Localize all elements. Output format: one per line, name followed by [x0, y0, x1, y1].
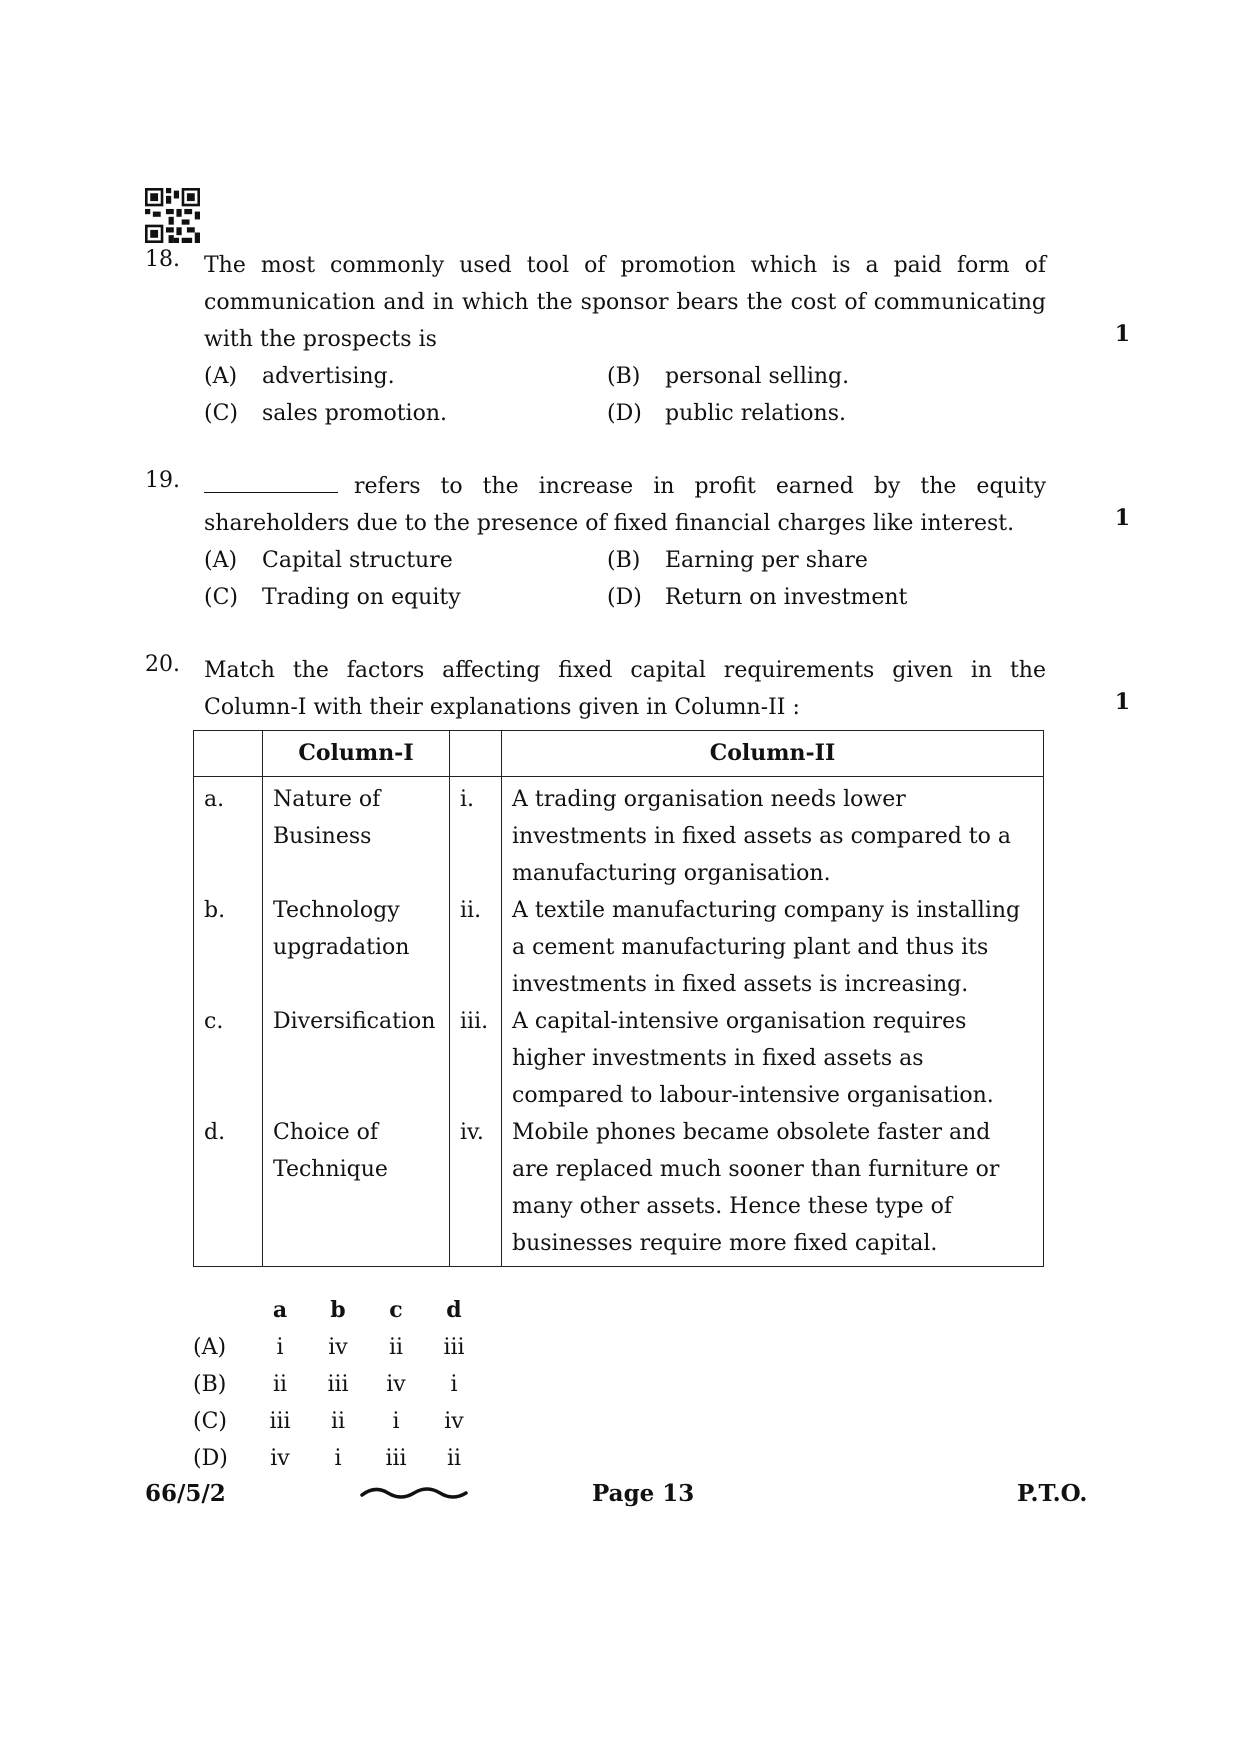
answer-value: iii [269, 1409, 291, 1434]
option-b [607, 542, 1046, 579]
option-label: (D) [607, 585, 642, 610]
match-table [193, 730, 1044, 1267]
column-header: Column-II [502, 731, 1044, 777]
answer-value: iv [328, 1335, 348, 1360]
option-text: Earning per share [665, 548, 868, 573]
option-label: (A) [204, 548, 238, 573]
answer-header-row [193, 1292, 483, 1329]
answer-value: iii [443, 1335, 465, 1360]
answer-grid [193, 1292, 483, 1477]
answer-value: ii [388, 1335, 404, 1360]
column-i-cell: Diversification [263, 1003, 450, 1114]
pto-label: P.T.O. [1017, 1480, 1088, 1507]
answer-value: iv [444, 1409, 464, 1434]
option-text: Return on investment [665, 585, 908, 610]
option-label: (D) [607, 401, 642, 426]
option-label: (C) [193, 1409, 227, 1434]
paper-code: 66/5/2 [145, 1480, 226, 1507]
wave-ornament [360, 1483, 468, 1503]
row-label: c. [194, 1003, 263, 1114]
question-number: 19. [145, 468, 180, 493]
fill-in-blank [204, 474, 338, 493]
option-a [204, 358, 607, 395]
answer-col-header: b [330, 1297, 346, 1323]
answer-col-header: a [272, 1297, 288, 1323]
option-text: Capital structure [262, 548, 453, 573]
answer-value: iii [327, 1372, 349, 1397]
table-row [194, 892, 1044, 1003]
answer-value: i [334, 1446, 342, 1471]
question-number: 18. [145, 247, 180, 272]
question-19 [145, 468, 1130, 616]
answer-option-c [193, 1403, 483, 1440]
answer-value: ii [330, 1409, 346, 1434]
row-label: ii. [450, 892, 502, 1003]
page-number: Page 13 [592, 1480, 695, 1507]
option-text: public relations. [665, 401, 846, 426]
question-text [204, 468, 1046, 542]
option-c [204, 579, 607, 616]
option-label: (C) [204, 401, 238, 426]
answer-value: i [450, 1372, 458, 1397]
option-text: advertising. [262, 364, 395, 389]
marks: 1 [1114, 689, 1130, 715]
qr-code [145, 188, 200, 243]
option-label: (D) [193, 1446, 228, 1471]
question-text-body: refers to the increase in profit earned by the equity shareholders due to the presence of fixed financial charges like interest. [204, 474, 1046, 536]
option-d [607, 579, 1046, 616]
marks: 1 [1114, 505, 1130, 531]
row-label: d. [194, 1114, 263, 1267]
answer-value: iii [385, 1446, 407, 1471]
option-d [607, 395, 1046, 432]
column-ii-cell: A capital-intensive organisation requires higher investments in fixed assets as compared to labour-intensive organisation. [502, 1003, 1044, 1114]
option-label: (B) [607, 548, 641, 573]
answer-col-header: c [389, 1297, 403, 1323]
table-row [194, 1114, 1044, 1267]
option-b [607, 358, 1046, 395]
row-label: i. [450, 777, 502, 893]
question-text: Match the factors affecting fixed capital requirements given in the Column-I with their explanations given in Column-II : [204, 658, 1046, 720]
answer-value: iv [270, 1446, 290, 1471]
row-label: b. [194, 892, 263, 1003]
column-ii-cell: A textile manufacturing company is installing a cement manufacturing plant and thus its investments in fixed assets is increasing. [502, 892, 1044, 1003]
column-i-cell: Choice of Technique [263, 1114, 450, 1267]
options [204, 358, 1046, 432]
answer-value: i [392, 1409, 400, 1434]
column-ii-cell: Mobile phones became obsolete faster and are replaced much sooner than furniture or many other assets. Hence these type of businesses require more fixed capital. [502, 1114, 1044, 1267]
option-label: (B) [193, 1372, 227, 1397]
option-text: sales promotion. [262, 401, 447, 426]
option-a [204, 542, 607, 579]
answer-col-header: d [446, 1297, 462, 1323]
question-18 [145, 247, 1130, 432]
table-header-row [194, 731, 1044, 777]
column-i-cell: Technology upgradation [263, 892, 450, 1003]
marks: 1 [1114, 321, 1130, 347]
options [204, 542, 1046, 616]
column-i-cell: Nature of Business [263, 777, 450, 893]
question-20 [145, 652, 1130, 726]
option-text: Trading on equity [262, 585, 461, 610]
row-label: iv. [450, 1114, 502, 1267]
row-label: a. [194, 777, 263, 893]
answer-value: ii [272, 1372, 288, 1397]
row-label: iii. [450, 1003, 502, 1114]
option-c [204, 395, 607, 432]
option-label: (A) [204, 364, 238, 389]
answer-value: i [276, 1335, 284, 1360]
table-row [194, 1003, 1044, 1114]
option-label: (A) [193, 1335, 227, 1360]
question-text: The most commonly used tool of promotion which is a paid form of communication and in which the sponsor bears the cost of communicating with the prospects is [204, 253, 1046, 352]
option-label: (B) [607, 364, 641, 389]
answer-option-d [193, 1440, 483, 1477]
option-label: (C) [204, 585, 238, 610]
option-text: personal selling. [665, 364, 850, 389]
column-header: Column-I [263, 731, 450, 777]
answer-option-b [193, 1366, 483, 1403]
answer-value: ii [446, 1446, 462, 1471]
column-ii-cell: A trading organisation needs lower investments in fixed assets as compared to a manufacturing organisation. [502, 777, 1044, 893]
answer-option-a [193, 1329, 483, 1366]
table-row [194, 777, 1044, 893]
answer-value: iv [386, 1372, 406, 1397]
question-number: 20. [145, 652, 180, 677]
